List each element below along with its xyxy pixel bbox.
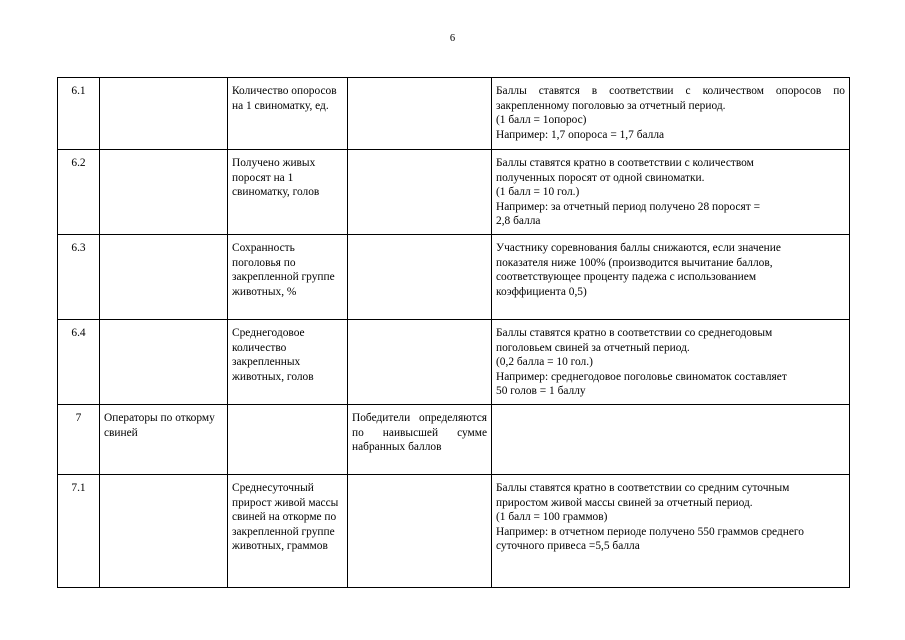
winners-cell (348, 78, 492, 150)
rule-line: Участнику соревнования баллы снижаются, если значение (496, 242, 781, 254)
winners-cell (348, 475, 492, 588)
rule-line: суточного привеса =5,5 балла (496, 540, 640, 552)
rule-line: Например: за отчетный период получено 28 поросят = (496, 200, 761, 213)
table-row (58, 475, 850, 588)
winners-cell (348, 235, 492, 320)
rule-line: Баллы ставятся кратно в соответствии со среднегодовым (496, 327, 773, 339)
rule-line: Например: среднегодовое поголовье свиноматок составляет (496, 370, 787, 383)
rule-line: полученных поросят от одной свиноматки. (496, 171, 705, 184)
rule-cell (492, 78, 850, 150)
rule-line: (0,2 балла = 10 гол.) (496, 356, 593, 368)
rule-line: Например: 1,7 опороса = 1,7 балла (496, 128, 665, 141)
table-row (58, 320, 850, 405)
row-number-cell: 6.3 (58, 235, 100, 320)
row-number-cell: 6.1 (58, 78, 100, 150)
rule-line: коэффициента 0,5) (496, 285, 587, 298)
rule-line: 50 голов = 1 баллу (496, 385, 586, 397)
rule-cell (492, 150, 850, 235)
indicator-cell: Среднесуточный прирост живой массы свиней на откорме по закрепленной группе животных, граммов (228, 475, 348, 588)
table-row (58, 405, 850, 475)
rule-line: соответствующее проценту падежа с использованием (496, 271, 757, 283)
indicator-cell: Получено живых поросят на 1 свиноматку, голов (228, 150, 348, 235)
category-cell (100, 150, 228, 235)
rule-line: закрепленному поголовью за отчетный период. (496, 99, 726, 112)
row-number-cell: 7.1 (58, 475, 100, 588)
rule-cell (492, 235, 850, 320)
rule-line: поголовьем свиней за отчетный период. (496, 341, 690, 354)
rule-line: (1 балл = 100 граммов) (496, 511, 608, 523)
rule-cell (492, 475, 850, 588)
category-cell (100, 320, 228, 405)
criteria-table (57, 77, 850, 588)
row-number-cell: 6.2 (58, 150, 100, 235)
table-row (58, 150, 850, 235)
rule-line: Баллы ставятся в соответствии с количеством опоросов по (496, 85, 845, 97)
category-cell (100, 235, 228, 320)
rule-line: (1 балл = 1опорос) (496, 114, 587, 126)
page-number: 6 (449, 33, 456, 44)
row-number-cell: 6.4 (58, 320, 100, 405)
rule-cell (492, 320, 850, 405)
indicator-cell (228, 405, 348, 475)
rule-line: Баллы ставятся кратно в соответствии со средним суточным (496, 482, 790, 494)
table-row (58, 78, 850, 150)
winners-cell: Победители определяются по наивысшей сумме набранных баллов (348, 405, 492, 475)
rule-line: Баллы ставятся кратно в соответствии с количеством (496, 157, 754, 169)
rule-line: 2,8 балла (496, 215, 541, 227)
category-cell: Операторы по откорму свиней (100, 405, 228, 475)
indicator-cell: Количество опоросов на 1 свиноматку, ед. (228, 78, 348, 150)
category-cell (100, 78, 228, 150)
rule-line: приростом живой массы свиней за отчетный период. (496, 496, 753, 509)
winners-cell (348, 320, 492, 405)
table-row (58, 235, 850, 320)
rule-line: Например: в отчетном периоде получено 550 граммов среднего (496, 525, 804, 538)
category-cell (100, 475, 228, 588)
row-number-cell: 7 (58, 405, 100, 475)
indicator-cell: Среднегодовое количество закрепленных животных, голов (228, 320, 348, 405)
rule-line: показателя ниже 100% (производится вычитание баллов, (496, 256, 773, 269)
rule-line: (1 балл = 10 гол.) (496, 186, 580, 198)
rule-cell (492, 405, 850, 475)
indicator-cell: Сохранность поголовья по закрепленной группе животных, % (228, 235, 348, 320)
winners-cell (348, 150, 492, 235)
